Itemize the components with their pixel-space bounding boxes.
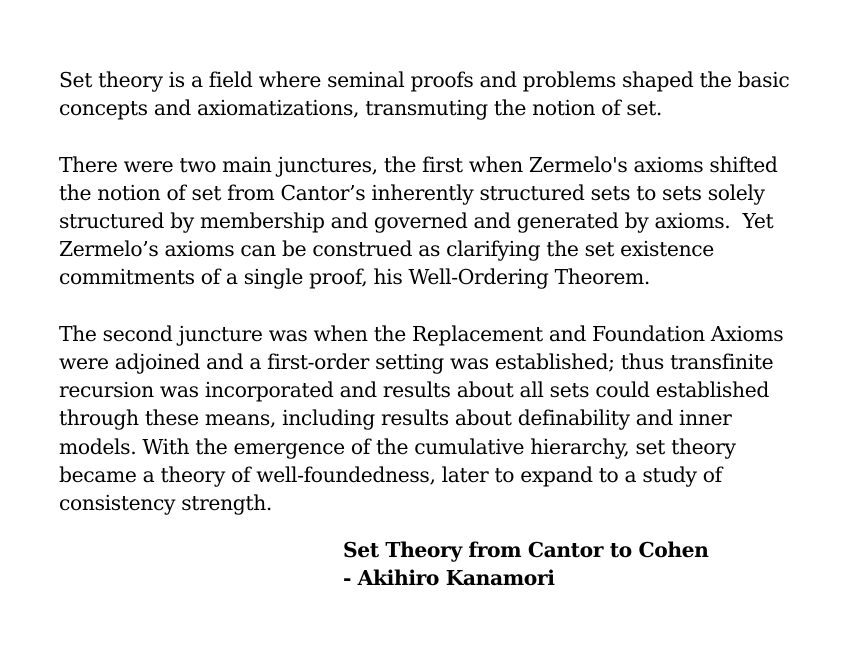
paragraph-line: became a theory of well-foundedness, later to expand to a study of: [59, 462, 722, 487]
paragraph-2: [59, 151, 829, 292]
paragraph-line: structured by membership and governed and generated by axioms. Yet: [59, 209, 774, 233]
paragraph-line: through these means, including results about definability and inner: [59, 406, 732, 431]
paragraph-line: the notion of set from Cantor’s inherently structured sets to sets solely: [59, 180, 765, 205]
paragraph-line: Set theory is a field where seminal proofs and problems shaped the basic: [59, 68, 790, 92]
quote-body: [59, 66, 829, 517]
paragraph-line: recursion was incorporated and results about all sets could established: [59, 378, 769, 403]
paragraph-line: There were two main junctures, the first when Zermelo's axioms shifted: [59, 152, 778, 177]
attribution-source: Set Theory from Cantor to Cohen: [343, 538, 709, 562]
paragraph-1: [59, 66, 829, 122]
attribution-author: - Akihiro Kanamori: [343, 566, 555, 591]
paragraph-line: were adjoined and a first-order setting was established; thus transfinite: [59, 350, 774, 374]
paragraph-line: models. With the emergence of the cumulative hierarchy, set theory: [59, 434, 736, 459]
paragraph-line: consistency strength.: [59, 491, 273, 516]
paragraph-line: The second juncture was when the Replacement and Foundation Axioms: [59, 321, 784, 346]
attribution: [343, 536, 709, 592]
paragraph-line: concepts and axiomatizations, transmuting the notion of set.: [59, 96, 663, 121]
paragraph-line: Zermelo’s axioms can be construed as clarifying the set existence: [59, 237, 714, 262]
paragraph-line: commitments of a single proof, his Well-Ordering Theorem.: [59, 265, 650, 290]
paragraph-3: [59, 320, 829, 517]
